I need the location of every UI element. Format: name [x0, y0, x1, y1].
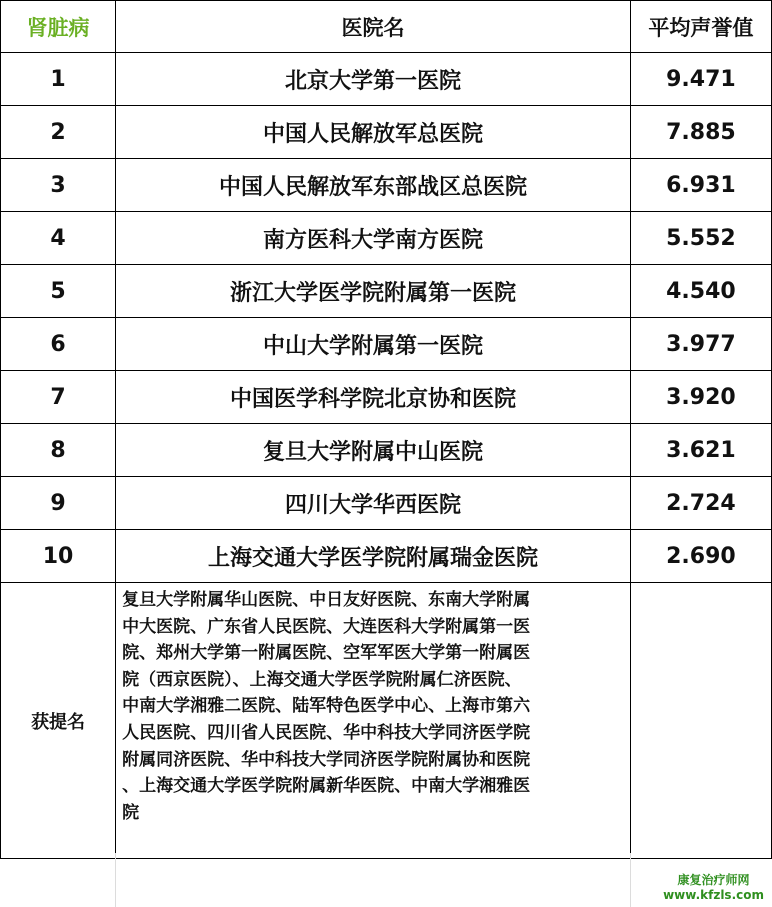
nominated-line: 院: [122, 802, 140, 823]
rank-cell: 7: [1, 371, 116, 424]
hospital-cell: 南方医科大学南方医院: [116, 212, 631, 265]
table-row: [1, 53, 772, 106]
nominated-line: 复旦大学附属华山医院、中日友好医院、东南大学附属: [122, 590, 531, 610]
table-row: [1, 530, 772, 583]
watermark: [663, 873, 764, 903]
table-row: [1, 424, 772, 477]
hospital-cell: 中国医学科学院北京协和医院: [116, 371, 631, 424]
score-cell: 3.621: [630, 424, 771, 477]
rank-cell: 5: [1, 265, 116, 318]
gridline: [630, 853, 631, 907]
nominated-line: 、上海交通大学医学院附属新华医院、中南大学湘雅医: [122, 776, 531, 797]
hospital-cell: 北京大学第一医院: [116, 53, 631, 106]
table-row: [1, 371, 772, 424]
rank-cell: 6: [1, 318, 116, 371]
gridline: [115, 853, 116, 907]
rank-cell: 8: [1, 424, 116, 477]
score-cell: 2.724: [630, 477, 771, 530]
nominated-line: 院、郑州大学第一附属医院、空军军医大学第一附属医: [122, 643, 531, 664]
table-row: [1, 477, 772, 530]
empty-grid-area: [0, 853, 772, 907]
nominated-line: 中大医院、广东省人民医院、大连医科大学附属第一医: [122, 616, 531, 637]
hospital-cell: 中山大学附属第一医院: [116, 318, 631, 371]
nominated-line: 人民医院、四川省人民医院、华中科技大学同济医学院: [122, 722, 531, 743]
nominated-line: 附属同济医院、华中科技大学同济医学院附属协和医院: [122, 749, 531, 770]
hospital-cell: 复旦大学附属中山医院: [116, 424, 631, 477]
score-cell: 9.471: [630, 53, 771, 106]
rank-cell: 2: [1, 106, 116, 159]
nominated-score-cell: [630, 583, 771, 859]
hospital-cell: 上海交通大学医学院附属瑞金医院: [116, 530, 631, 583]
rank-cell: 3: [1, 159, 116, 212]
table-row: [1, 212, 772, 265]
score-cell: 6.931: [630, 159, 771, 212]
score-cell: 3.977: [630, 318, 771, 371]
score-cell: 5.552: [630, 212, 771, 265]
header-row: [1, 1, 772, 53]
table-row: [1, 265, 772, 318]
score-cell: 2.690: [630, 530, 771, 583]
nominated-row: [1, 583, 772, 859]
nominated-line: 院（西京医院）、上海交通大学医学院附属仁济医院、: [122, 669, 522, 690]
table-row: [1, 106, 772, 159]
hospital-cell: 中国人民解放军总医院: [116, 106, 631, 159]
watermark-url: www.kfzls.com: [663, 888, 764, 902]
table-row: [1, 159, 772, 212]
score-cell: 3.920: [630, 371, 771, 424]
rank-cell: 10: [1, 530, 116, 583]
hospital-column-header: 医院名: [116, 1, 631, 53]
nominated-label: 获提名: [1, 583, 116, 859]
score-cell: 7.885: [630, 106, 771, 159]
table-row: [1, 318, 772, 371]
nominated-list: [116, 583, 631, 859]
score-column-header: 平均声誉值: [630, 1, 771, 53]
watermark-site-name: 康复治疗师网: [677, 873, 750, 887]
rank-cell: 1: [1, 53, 116, 106]
hospital-cell: 中国人民解放军东部战区总医院: [116, 159, 631, 212]
hospital-cell: 浙江大学医学院附属第一医院: [116, 265, 631, 318]
category-header: 肾脏病: [1, 1, 116, 53]
rank-cell: 9: [1, 477, 116, 530]
hospital-cell: 四川大学华西医院: [116, 477, 631, 530]
score-cell: 4.540: [630, 265, 771, 318]
nominated-line: 中南大学湘雅二医院、陆军特色医学中心、上海市第六: [122, 696, 531, 717]
rank-cell: 4: [1, 212, 116, 265]
